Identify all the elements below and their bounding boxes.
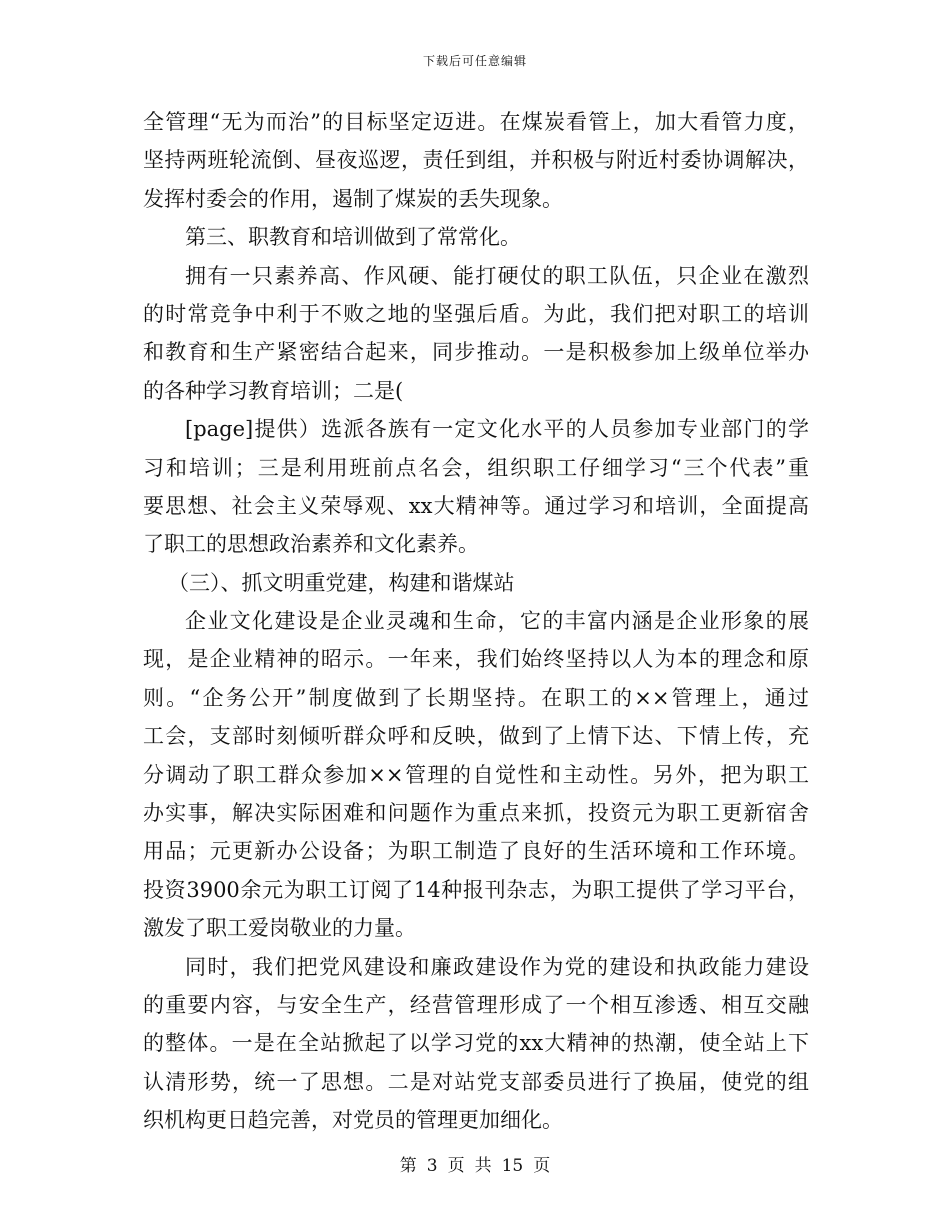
text-line: 拥有一只素养高、作风硬、能打硬仗的职工队伍，只企业在激烈: [185, 263, 809, 288]
section-heading: 第三、职教育和培训做到了常常化。: [185, 225, 521, 250]
current-page-number: 3: [426, 1156, 438, 1176]
text-line: 发挥村委会的作用，遏制了煤炭的丢失现象。: [143, 186, 563, 211]
text-line: 和教育和生产紧密结合起来，同步推动。一是积极参加上级单位举办: [143, 340, 809, 365]
page-label-suffix: 页: [533, 1156, 551, 1176]
text-line: 的整体。一是在全站掀起了以学习党的xx大精神的热潮，使全站上下: [143, 1031, 809, 1056]
document-body: [143, 103, 809, 1140]
text-line: 同时，我们把党风建设和廉政建设作为党的建设和执政能力建设: [185, 954, 809, 979]
total-pages-number: 15: [501, 1156, 524, 1176]
text-line: 办实事，解决实际困难和问题作为重点来抓，投资元为职工更新宿舍: [143, 801, 809, 826]
text-line: 的各种学习教育培训；二是(: [143, 378, 404, 403]
page-label-prefix: 第: [399, 1156, 417, 1176]
text-line: 全管理“无为而治”的目标坚定迈进。在煤炭看管上，加大看管力度，: [143, 110, 809, 134]
text-line: 投资3900余元为职工订阅了14种报刊杂志，为职工提供了学习平台，: [143, 877, 809, 902]
total-label: 共: [474, 1156, 492, 1176]
page-header: 下载后可任意编辑: [422, 54, 527, 68]
text-line: 现，是企业精神的昭示。一年来，我们始终坚持以人为本的理念和原: [143, 647, 809, 672]
text-line: 习和培训；三是利用班前点名会，组织职工仔细学习“三个代表”重: [143, 455, 809, 480]
text-line: 认清形势，统一了思想。二是对站党支部委员进行了换届，使党的组: [143, 1069, 809, 1094]
section-heading: （三）、抓文明重党建，构建和谐煤站: [168, 570, 515, 595]
text-line: 织机构更日趋完善，对党员的管理更加细化。: [143, 1108, 563, 1133]
text-line: 则。“企务公开”制度做到了长期坚持。在职工的××管理上，通过: [143, 685, 809, 710]
page-footer: [0, 1155, 950, 1177]
text-line: 分调动了职工群众参加××管理的自觉性和主动性。另外，把为职工: [143, 762, 809, 787]
text-line: 用品；元更新办公设备；为职工制造了良好的生活环境和工作环境。: [143, 839, 809, 864]
text-line: 的时常竞争中利于不败之地的坚强后盾。为此，我们把对职工的培训: [143, 301, 809, 326]
page-label: 页: [447, 1156, 465, 1176]
text-line: 了职工的思想政治素养和文化素养。: [143, 532, 479, 557]
text-line: [page]提供）选派各族有一定文化水平的人员参加专业部门的学: [185, 417, 809, 442]
text-line: 企业文化建设是企业灵魂和生命，它的丰富内涵是企业形象的展: [185, 609, 809, 634]
text-line: 工会，支部时刻倾听群众呼和反映，做到了上情下达、下情上传，充: [143, 724, 809, 749]
text-line: 坚持两班轮流倒、昼夜巡逻，责任到组，并积极与附近村委协调解决，: [143, 148, 809, 173]
text-line: 要思想、社会主义荣辱观、xx大精神等。通过学习和培训，全面提高: [143, 493, 809, 518]
text-line: 激发了职工爱岗敬业的力量。: [143, 916, 416, 941]
text-line: 的重要内容，与安全生产，经营管理形成了一个相互渗透、相互交融: [143, 992, 809, 1017]
